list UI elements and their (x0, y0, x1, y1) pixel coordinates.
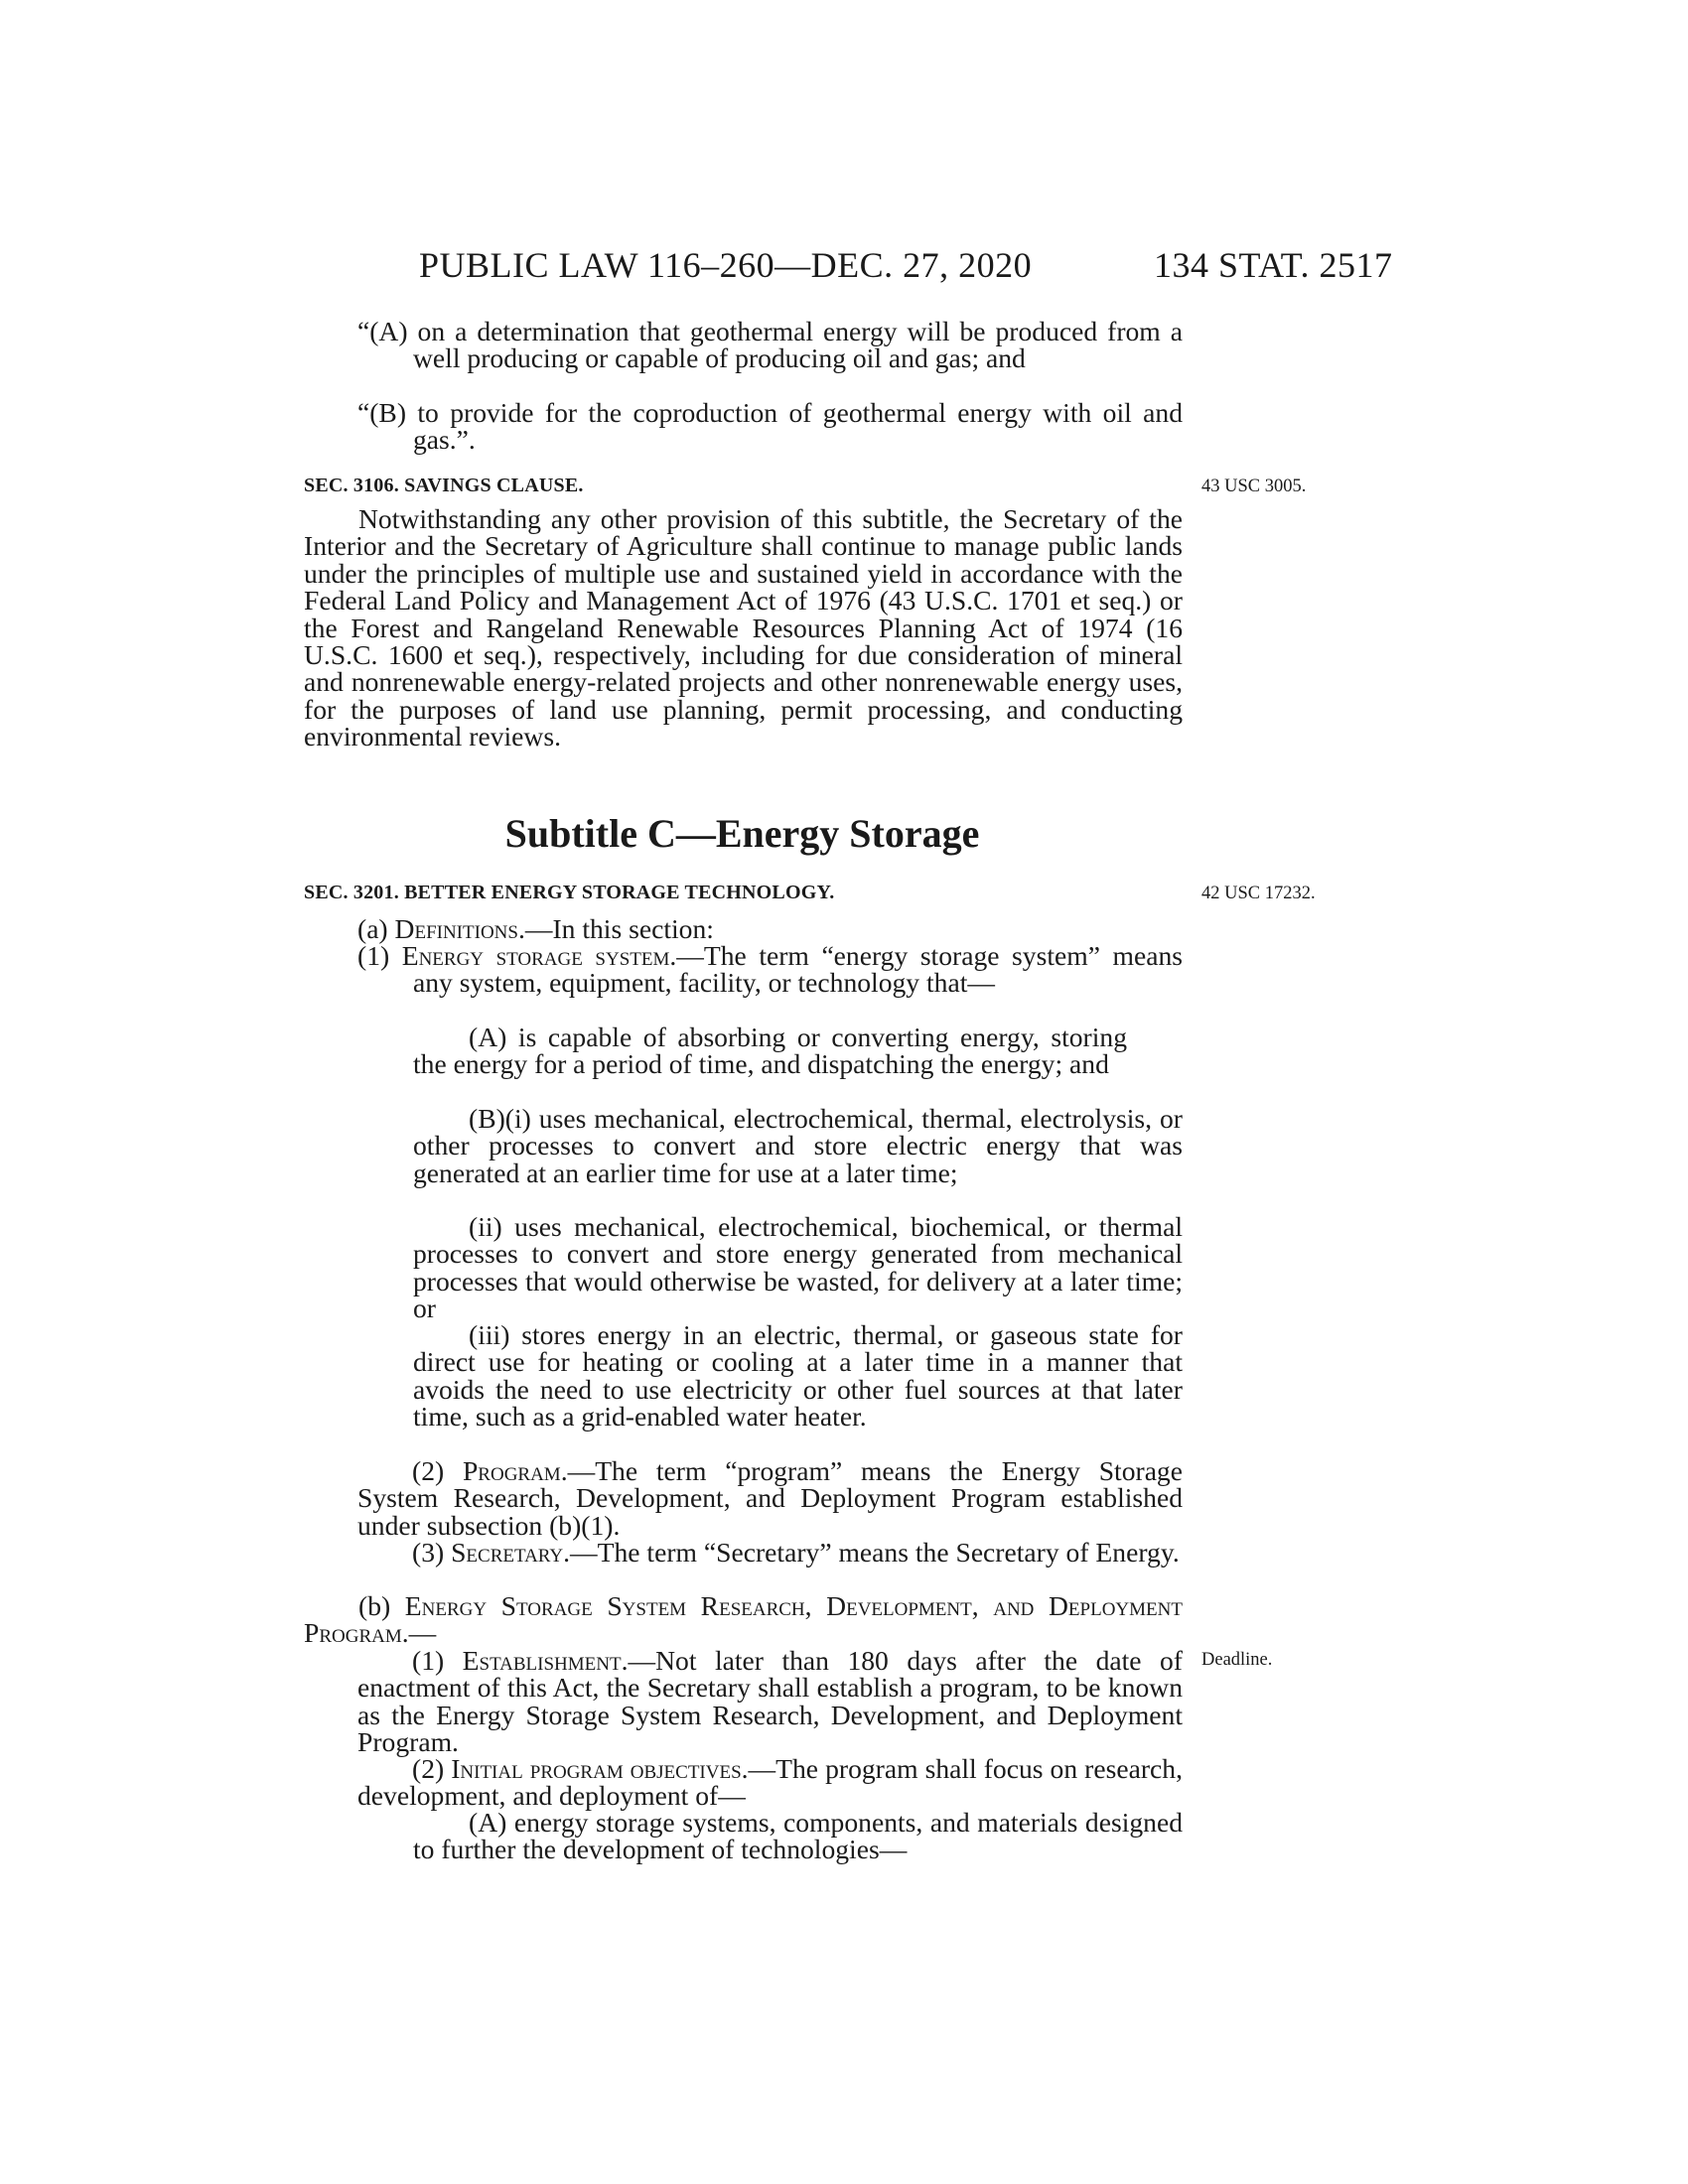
margin-note-43-usc-3005: 43 USC 3005. (1201, 477, 1307, 496)
paragraph-savings-clause: Notwithstanding any other provision of this subtitle, the Secretary of the Interior and the Secretary of Agriculture shall continue to manage public lands under the principles of multiple use and sustained yield in accordance with the Federal Land Policy and Management Act of 1976 (43 U.S.C. 1701 et seq.) or the Forest and Rangeland Renewable Resources Planning Act of 1974 (16 U.S.C. 1600 et seq.), respectively, including for due consideration of mineral and nonrenewable energy-related projects and other nonrenewable energy uses, for the purposes of land use planning, permit processing, and conducting environmental reviews. (304, 503, 1183, 752)
running-header-left: PUBLIC LAW 116–260—DEC. 27, 2020 (419, 245, 1033, 285)
paragraph-b2-A: (A) energy storage systems, components, and materials designed to further the development of technologies— (413, 1807, 1183, 1865)
paragraph-a3-secretary: (3) Secretary.—The term “Secretary” means the Secretary of Energy. (412, 1537, 1180, 1568)
paragraph-b1-establishment: (1) Establishment.—Not later than 180 days after the date of enactment of this Act, the Secretary shall establish a program, to be known as the Energy Storage System Research, Development, and Deployment Program. (357, 1645, 1183, 1758)
paragraph-a1-energy-storage-system: (1) Energy storage system.—The term “energy storage system” means any system, equipment, facility, or technology that— (357, 940, 1183, 999)
paragraph-b2-initial-objectives: (2) Initial program objectives.—The program shall focus on research, development, and deployment of— (357, 1753, 1183, 1812)
paragraph-a-definitions: (a) Definitions.—In this section: (357, 913, 714, 944)
paragraph-a1-B-ii: (ii) uses mechanical, electrochemical, biochemical, or thermal processes to convert and store energy generated from mechanical processes that would otherwise be wasted, for delivery at a later time; or (413, 1211, 1183, 1324)
paragraph-a1-B-i: (B)(i) uses mechanical, electrochemical, thermal, electrolysis, or other processes to convert and store electric energy that was generated at an earlier time for use at a later time; (413, 1103, 1183, 1188)
margin-note-deadline: Deadline. (1201, 1650, 1273, 1670)
paragraph-a2-program: (2) Program.—The term “program” means the Energy Storage System Research, Development, and Deployment Program established under subsection (b)(1). (357, 1455, 1183, 1541)
paragraph-a1-A: (A) is capable of absorbing or converting energy, storing the energy for a period of time, and dispatching the energy; and (413, 1022, 1127, 1080)
paragraph-continuation-a: “(A) on a determination that geothermal energy will be produced from a well producing or capable of producing oil and gas; and (357, 316, 1183, 374)
section-heading-3201: SEC. 3201. BETTER ENERGY STORAGE TECHNOLOGY. (304, 882, 835, 903)
running-header-page-number: 134 STAT. 2517 (1154, 245, 1393, 285)
paragraph-continuation-b: “(B) to provide for the coproduction of geothermal energy with oil and gas.”. (357, 397, 1183, 456)
paragraph-a1-B-iii: (iii) stores energy in an electric, thermal, or gaseous state for direct use for heating or cooling at a later time in a manner that avoids the need to use electricity or other fuel sources at that later time, such as a grid-enabled water heater. (413, 1319, 1183, 1433)
paragraph-b-program: (b) Energy Storage System Research, Development, and Deployment Program.— (304, 1590, 1183, 1649)
section-heading-3106: SEC. 3106. SAVINGS CLAUSE. (304, 475, 584, 496)
subtitle-heading: Subtitle C—Energy Storage (504, 811, 980, 856)
margin-note-42-usc-17232: 42 USC 17232. (1201, 884, 1316, 903)
